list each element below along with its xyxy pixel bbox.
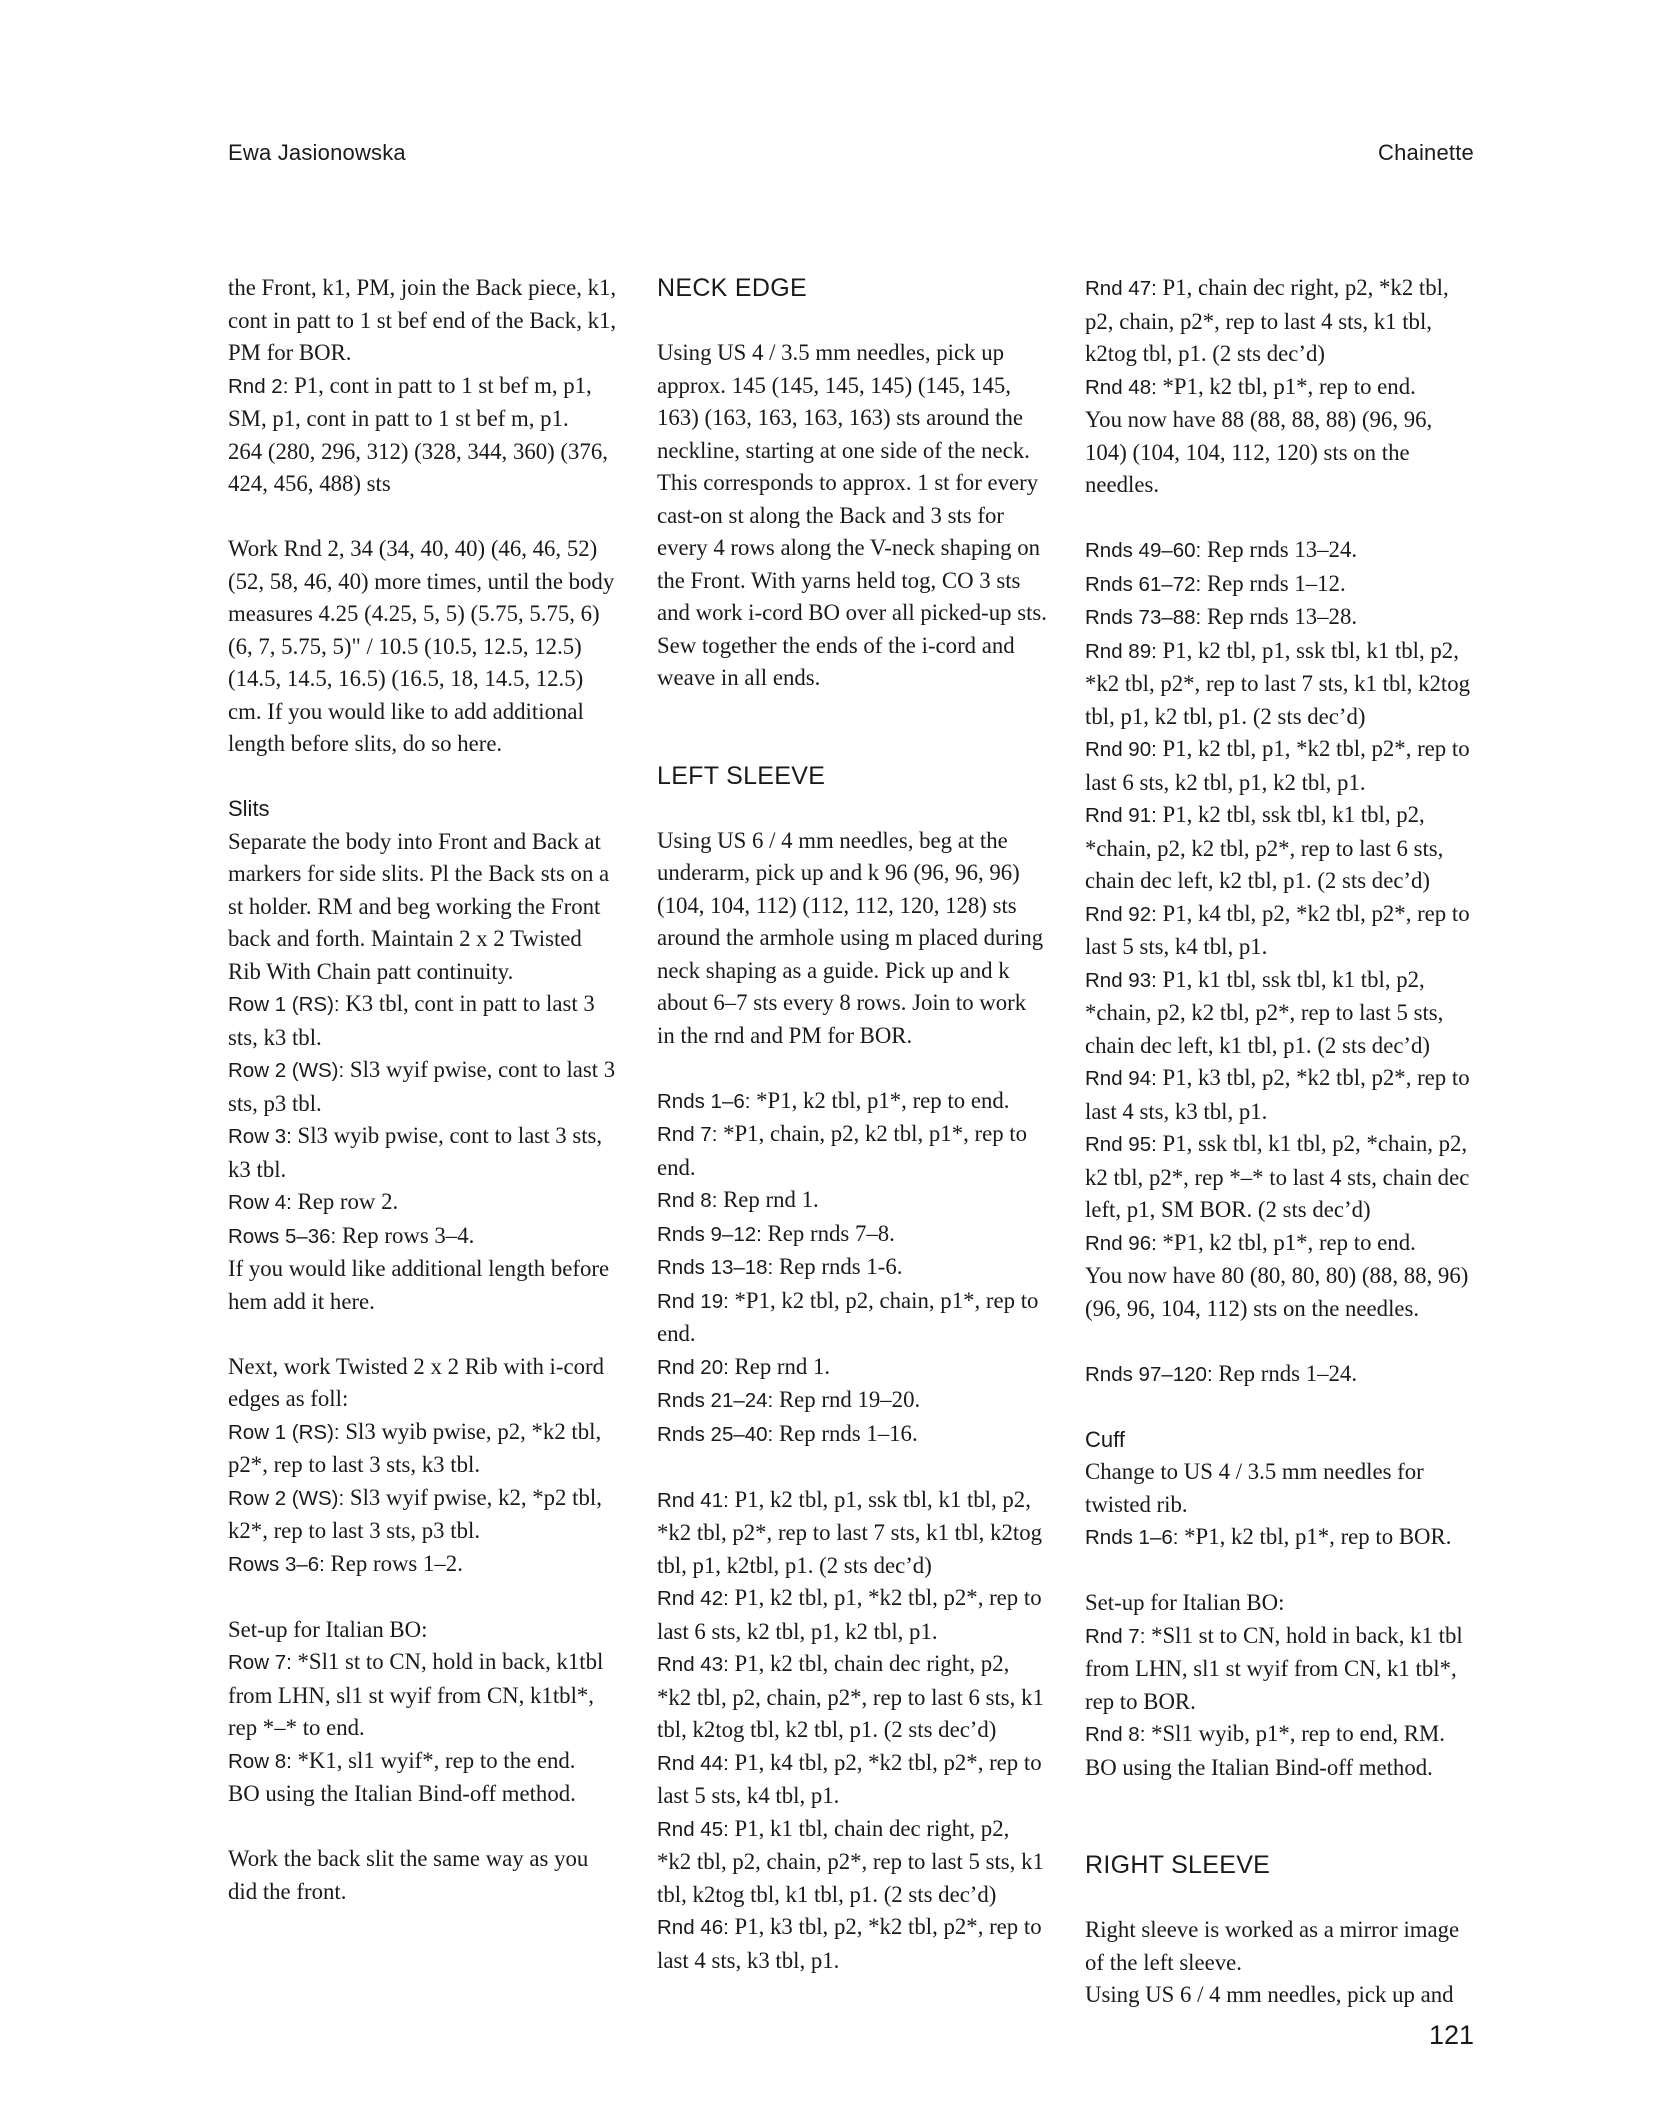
instruction-label: Rnd 19: [657, 1289, 729, 1313]
instruction-label: Rnds 1–6: [657, 1089, 751, 1113]
instruction-text: Rep rnds 13–28. [1201, 604, 1358, 629]
running-header-author: Ewa Jasionowska [228, 140, 406, 165]
instruction-label: Rnd 44: [657, 1751, 729, 1775]
instruction-line [1085, 534, 1477, 568]
page-number: 121 [1428, 2020, 1474, 2050]
instruction-label: Rnd 48: [1085, 375, 1157, 399]
paragraph: Set-up for Italian BO: [1085, 1590, 1285, 1615]
instruction-text: Sl3 wyib pwise, p2, *k2 tbl, p2*, rep to last 3 sts, k3 tbl. [228, 1418, 602, 1477]
instruction-text: Rep rnds 1–16. [773, 1420, 918, 1446]
instruction-label: Rnd 42: [657, 1587, 729, 1610]
instruction-label: Rnds 73–88: [1085, 606, 1202, 629]
instruction-line [1085, 371, 1477, 405]
instruction-line [657, 1911, 1049, 1977]
instruction-label: Rnd 46: [657, 1916, 729, 1939]
instruction-line [657, 1218, 1049, 1252]
instruction-line [657, 1285, 1049, 1351]
instruction-text: P1, k3 tbl, p2, *k2 tbl, p2*, rep to last 4 sts, k3 tbl, p1. [657, 1914, 1042, 1973]
instruction-line [228, 1416, 620, 1482]
instruction-label: Rnd 92: [1085, 902, 1157, 926]
instruction-text: P1, k2 tbl, p1, *k2 tbl, p2*, rep to last 6 sts, k2 tbl, p1, k2 tbl, p1. [1085, 736, 1470, 795]
instruction-label: Rnd 41: [657, 1488, 729, 1512]
instruction-line [1085, 635, 1477, 734]
instruction-line [657, 1418, 1049, 1452]
instruction-text: Rep rnds 1-6. [773, 1254, 903, 1279]
instruction-line [1085, 1521, 1477, 1555]
paragraph: BO using the Italian Bind-off method. [228, 1781, 576, 1806]
instruction-text: P1, k2 tbl, chain dec right, p2, *k2 tbl, p2, chain, p2*, rep to last 6 sts, k1 tbl, k2tog tbl, k2 tbl, p1. (2 sts dec’d) [657, 1651, 1044, 1742]
instruction-text: Sl3 wyib pwise, cont to last 3 sts, k3 tbl. [228, 1123, 603, 1182]
column-3 [1085, 272, 1477, 2012]
instruction-line [657, 1351, 1049, 1385]
instruction-label: Rnd 93: [1085, 968, 1157, 992]
instruction-text: P1, k1 tbl, ssk tbl, k1 tbl, p2, *chain, p2, k2 tbl, p2*, rep to last 5 sts, chain dec left, k1 tbl, p1. (2 sts dec’d) [1085, 966, 1444, 1058]
instruction-line [1085, 964, 1477, 1063]
instruction-line [228, 1548, 620, 1582]
instruction-text: Sl3 wyif pwise, k2, *p2 tbl, k2*, rep to last 3 sts, p3 tbl. [228, 1484, 602, 1543]
instruction-label: Rnd 91: [1085, 804, 1157, 827]
instruction-text: K3 tbl, cont in patt to last 3 sts, k3 tbl. [228, 991, 595, 1050]
instruction-text: *Sl1 wyib, p1*, rep to end, RM. [1145, 1721, 1445, 1746]
instruction-text: *Sl1 st to CN, hold in back, k1tbl from LHN, sl1 st wyif from CN, k1tbl*, rep *–* to end. [228, 1649, 604, 1740]
instruction-line [1085, 1718, 1477, 1752]
instruction-line [657, 1085, 1049, 1119]
instruction-text: *P1, chain, p2, k2 tbl, p1*, rep to end. [657, 1121, 1028, 1180]
instruction-text: P1, cont in patt to 1 st bef m, p1, SM, p1, cont in patt to 1 st bef m, p1. [228, 372, 592, 431]
instruction-label: Rnd 94: [1085, 1067, 1157, 1090]
paragraph: Next, work Twisted 2 x 2 Rib with i-cord edges as foll: [228, 1353, 604, 1411]
left-sleeve-heading: LEFT SLEEVE [657, 761, 826, 790]
paragraph: Work the back slit the same way as you did the front. [228, 1846, 589, 1904]
instruction-line [657, 1582, 1049, 1648]
instruction-label: Rnd 8: [657, 1189, 718, 1212]
instruction-text: *P1, k2 tbl, p2, chain, p1*, rep to end. [657, 1287, 1039, 1346]
instruction-label: Rows 3–6: [228, 1552, 325, 1576]
paragraph: Right sleeve is worked as a mirror image of the left sleeve. [1085, 1917, 1460, 1975]
instruction-text: P1, k4 tbl, p2, *k2 tbl, p2*, rep to last 5 sts, k4 tbl, p1. [1085, 900, 1470, 959]
instruction-line [657, 1184, 1049, 1218]
instruction-line [1085, 898, 1477, 964]
instruction-text: *P1, k2 tbl, p1*, rep to end. [1156, 373, 1416, 399]
right-sleeve-heading: RIGHT SLEEVE [1085, 1851, 1271, 1879]
instruction-text: Rep rnds 1–24. [1212, 1360, 1358, 1386]
instruction-line [228, 988, 620, 1054]
instruction-line [657, 1648, 1049, 1747]
instruction-line [1085, 1358, 1477, 1392]
instruction-text: Rep rows 1–2. [324, 1550, 463, 1576]
instruction-label: Rnd 47: [1085, 277, 1157, 300]
instruction-line [228, 1054, 620, 1120]
instruction-text: P1, k2 tbl, p1, *k2 tbl, p2*, rep to last 6 sts, k2 tbl, p1, k2 tbl, p1. [657, 1585, 1042, 1644]
neck-edge-heading: NECK EDGE [657, 274, 807, 302]
instruction-label: Rnd 8: [1085, 1723, 1146, 1746]
instruction-label: Row 4: [228, 1191, 292, 1214]
instruction-line [657, 1747, 1049, 1813]
instruction-text: Rep row 2. [291, 1189, 399, 1214]
instruction-text: Rep rnds 1–12. [1201, 570, 1346, 596]
instruction-text: P1, ssk tbl, k1 tbl, p2, *chain, p2, k2 tbl, p2*, rep *–* to last 4 sts, chain dec left, p1, SM BOR. (2 sts dec’d) [1085, 1131, 1470, 1222]
instruction-label: Row 8: [228, 1749, 292, 1773]
instruction-line [1085, 272, 1477, 371]
cuff-heading: Cuff [1085, 1426, 1125, 1452]
instruction-label: Rnd 20: [657, 1355, 729, 1379]
instruction-label: Rnds 97–120: [1085, 1362, 1213, 1386]
instruction-label: Rnd 96: [1085, 1231, 1157, 1255]
instruction-label: Row 7: [228, 1651, 292, 1674]
instruction-text: Rep rnds 7–8. [761, 1220, 895, 1246]
column-1 [228, 272, 620, 1908]
instruction-text: Sl3 wyif pwise, cont to last 3 sts, p3 tbl. [228, 1057, 616, 1116]
paragraph: Change to US 4 / 3.5 mm needles for twisted rib. [1085, 1459, 1424, 1517]
instruction-label: Rnd 90: [1085, 738, 1157, 761]
instruction-line [1085, 1128, 1477, 1227]
instruction-text: P1, k1 tbl, chain dec right, p2, *k2 tbl, p2, chain, p2*, rep to last 5 sts, k1 tbl, k2tog tbl, k1 tbl, p1. (2 sts dec’d) [657, 1815, 1044, 1907]
paragraph: Work Rnd 2, 34 (34, 40, 40) (46, 46, 52) (52, 58, 46, 40) more times, until the body measures 4.25 (4.25, 5, 5) (5.75, 5.75, 6) (6, 7, 5.75, 5)" / 10.5 (10.5, 12.5, 12.5) (14.5, 14.5, 16.5) (16.5, 18, 14.5, 12.5) cm. If you would like to add additional length before slits, do so here. [228, 536, 615, 756]
instruction-text: P1, k3 tbl, p2, *k2 tbl, p2*, rep to last 4 sts, k3 tbl, p1. [1085, 1065, 1470, 1124]
paragraph: Separate the body into Front and Back at markers for side slits. Pl the Back sts on a st holder. RM and beg working the Front back and forth. Maintain 2 x 2 Twisted Rib With Chain patt continuity. [228, 828, 610, 984]
paragraph: the Front, k1, PM, join the Back piece, k1, cont in patt to 1 st bef end of the Back, k1, PM for BOR. [228, 275, 617, 365]
instruction-line [1085, 601, 1477, 635]
instruction-line [657, 1251, 1049, 1285]
instruction-text: *P1, k2 tbl, p1*, rep to end. [1156, 1229, 1416, 1255]
instruction-line [657, 1118, 1049, 1184]
instruction-label: Row 2 (WS): [228, 1486, 345, 1510]
instruction-text: P1, k2 tbl, p1, ssk tbl, k1 tbl, p2, *k2 tbl, p2*, rep to last 7 sts, k1 tbl, k2tog tbl, p1, k2tbl, p1. (2 sts dec’d) [657, 1486, 1043, 1578]
instruction-label: Rnd 45: [657, 1817, 729, 1841]
instruction-line [228, 1646, 620, 1745]
paragraph: Using US 6 / 4 mm needles, pick up and [1085, 1982, 1454, 2007]
instruction-line [1085, 733, 1477, 799]
slits-heading: Slits [228, 796, 270, 821]
instruction-line [1085, 1062, 1477, 1128]
instruction-label: Row 1 (RS): [228, 993, 340, 1016]
instruction-line [1085, 1227, 1477, 1261]
instruction-label: Rnds 61–72: [1085, 572, 1202, 596]
instruction-label: Row 3: [228, 1125, 292, 1148]
instruction-label: Rnd 95: [1085, 1133, 1157, 1156]
instruction-text: Rep rnds 13–24. [1201, 537, 1358, 562]
instruction-line [228, 1120, 620, 1186]
instruction-text: Rep rnd 1. [728, 1353, 831, 1379]
instruction-label: Rows 5–36: [228, 1224, 337, 1248]
instruction-text: *K1, sl1 wyif*, rep to the end. [291, 1747, 576, 1773]
instruction-line [1085, 1620, 1477, 1719]
instruction-line [228, 370, 620, 436]
instruction-line [228, 1186, 620, 1220]
stitch-count: 264 (280, 296, 312) (328, 344, 360) (376, 424, 456, 488) sts [228, 438, 608, 496]
paragraph: Set-up for Italian BO: [228, 1616, 428, 1642]
instruction-label: Rnd 7: [657, 1123, 718, 1146]
instruction-text: P1, k2 tbl, p1, ssk tbl, k1 tbl, p2, *k2 tbl, p2*, rep to last 7 sts, k1 tbl, k2tog tbl, p1, k2 tbl, p1. (2 sts dec’d) [1085, 637, 1471, 729]
instruction-text: Rep rnd 19–20. [773, 1387, 921, 1412]
stitch-count: You now have 88 (88, 88, 88) (96, 96, 104) (104, 104, 112, 120) sts on the needles. [1085, 407, 1433, 497]
instruction-text: *P1, k2 tbl, p1*, rep to end. [750, 1087, 1010, 1113]
running-header-title: Chainette [1378, 140, 1474, 165]
instruction-label: Rnds 1–6: [1085, 1526, 1179, 1549]
stitch-count: You now have 80 (80, 80, 80) (88, 88, 96) (96, 96, 104, 112) sts on the needles. [1085, 1263, 1469, 1321]
instruction-line [657, 1484, 1049, 1583]
instruction-label: Rnds 21–24: [657, 1389, 774, 1412]
instruction-label: Rnds 25–40: [657, 1422, 774, 1446]
instruction-line [1085, 799, 1477, 898]
instruction-label: Rnd 43: [657, 1653, 729, 1676]
instruction-text: P1, chain dec right, p2, *k2 tbl, p2, chain, p2*, rep to last 4 sts, k1 tbl, k2tog tbl, p1. (2 sts dec’d) [1085, 275, 1449, 366]
instruction-text: P1, k2 tbl, ssk tbl, k1 tbl, p2, *chain, p2, k2 tbl, p2*, rep to last 6 sts, chain dec left, k2 tbl, p1. (2 sts dec’d) [1085, 802, 1444, 893]
instruction-line [657, 1813, 1049, 1912]
paragraph: BO using the Italian Bind-off method. [1085, 1754, 1433, 1780]
instruction-label: Row 2 (WS): [228, 1059, 345, 1082]
instruction-text: P1, k4 tbl, p2, *k2 tbl, p2*, rep to last 5 sts, k4 tbl, p1. [657, 1749, 1042, 1808]
instruction-label: Rnd 89: [1085, 639, 1157, 663]
column-2 [657, 272, 1049, 1977]
instruction-label: Rnds 49–60: [1085, 539, 1202, 562]
instruction-label: Row 1 (RS): [228, 1420, 340, 1444]
instruction-line [657, 1384, 1049, 1418]
instruction-label: Rnds 13–18: [657, 1256, 774, 1279]
instruction-text: Rep rows 3–4. [336, 1222, 475, 1248]
instruction-label: Rnd 7: [1085, 1624, 1146, 1648]
instruction-text: Rep rnd 1. [717, 1187, 819, 1212]
instruction-text: *P1, k2 tbl, p1*, rep to BOR. [1178, 1524, 1452, 1549]
paragraph: Using US 6 / 4 mm needles, beg at the underarm, pick up and k 96 (96, 96, 96) (104, 104, 112) (112, 112, 120, 128) sts around the armhole using m placed during neck shaping as a guide. Pick up and k about 6–7 sts every 8 rows. Join to work in the rnd and PM for BOR. [657, 827, 1044, 1048]
instruction-label: Rnd 2: [228, 374, 289, 398]
instruction-line [228, 1745, 620, 1779]
paragraph: If you would like additional length before hem add it here. [228, 1256, 610, 1314]
paragraph: Using US 4 / 3.5 mm needles, pick up approx. 145 (145, 145, 145) (145, 145, 163) (163, 163, 163, 163) sts around the neckline, starting at one side of the neck. This corresponds to approx. 1 st for every cast-on st along the Back and 3 sts for every 4 rows along the V-neck shaping on the Front. With yarns held tog, CO 3 sts and work i-cord BO over all picked-up sts. Sew together the ends of the i-cord and weave in all ends. [657, 340, 1047, 690]
instruction-text: *Sl1 st to CN, hold in back, k1 tbl from LHN, sl1 st wyif from CN, k1 tbl*, rep to BOR. [1085, 1622, 1463, 1714]
instruction-label: Rnds 9–12: [657, 1222, 762, 1246]
instruction-line [228, 1482, 620, 1548]
instruction-line [1085, 568, 1477, 602]
instruction-line [228, 1220, 620, 1254]
